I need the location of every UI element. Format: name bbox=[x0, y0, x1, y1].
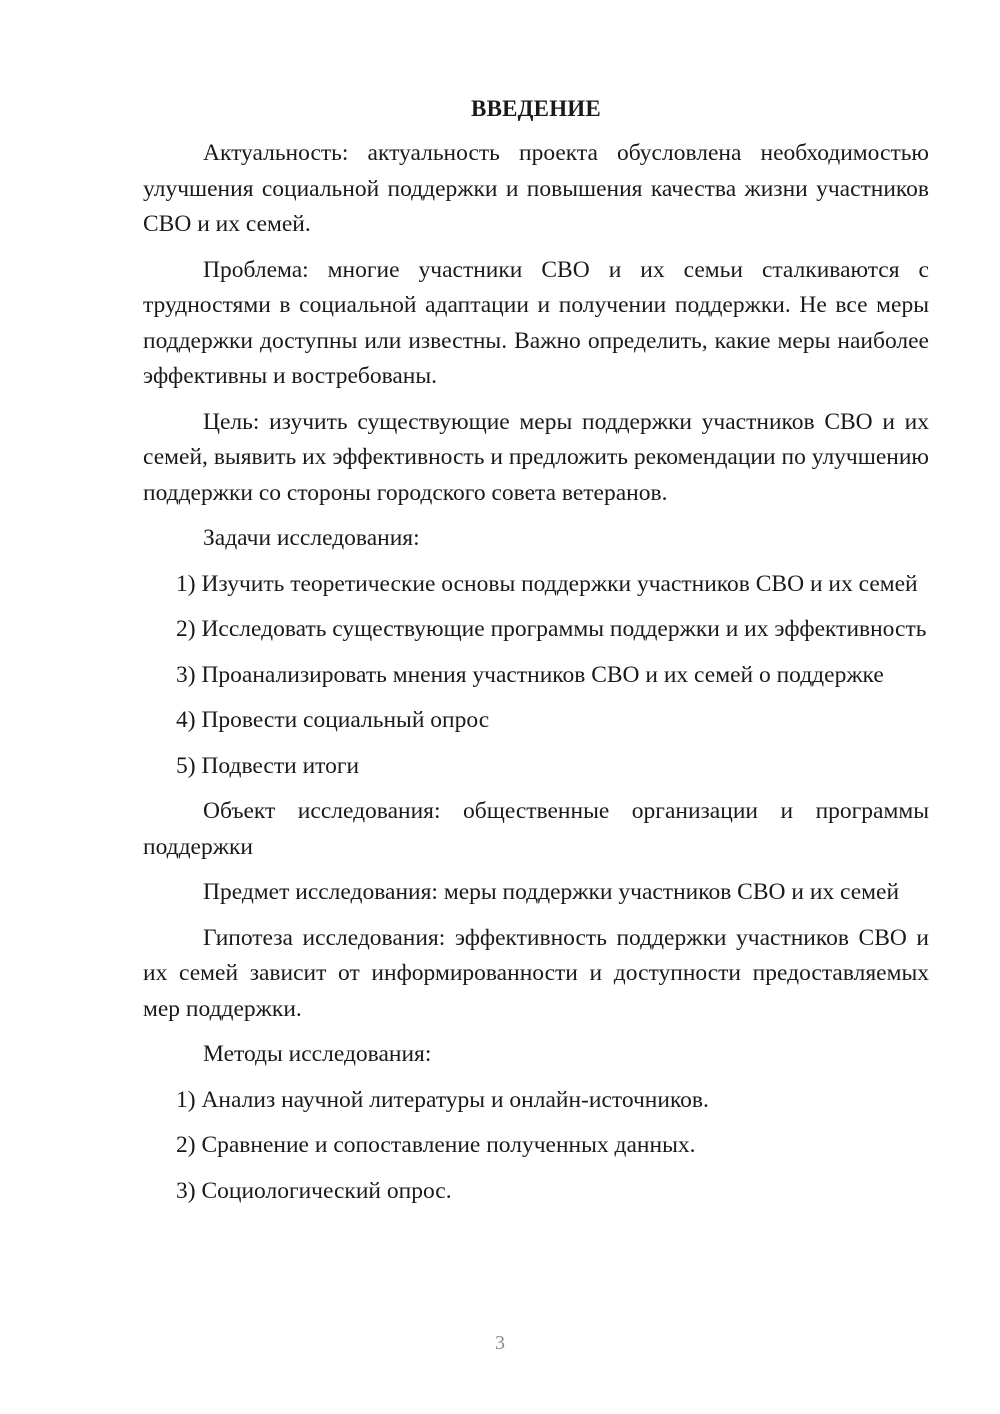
task-item-3: 3) Проанализировать мнения участников СВО и их семей о поддержке bbox=[176, 661, 884, 688]
task-item-1: 1) Изучить теоретические основы поддержки участников СВО и их семей bbox=[176, 570, 918, 597]
goal-paragraph: Цель: изучить существующие меры поддержки участников СВО и их семей, выявить их эффективность и предложить рекомендации по улучшению поддержки со стороны городского совета ветеранов. bbox=[143, 408, 929, 506]
method-item-2: 2) Сравнение и сопоставление полученных данных. bbox=[176, 1132, 696, 1158]
task-item-5: 5) Подвести итоги bbox=[176, 752, 360, 779]
method-item-3: 3) Социологический опрос. bbox=[176, 1177, 452, 1204]
task-item-4: 4) Провести социальный опрос bbox=[176, 707, 490, 733]
methods-heading: Методы исследования: bbox=[203, 1041, 432, 1067]
page-number: 3 bbox=[495, 1332, 505, 1354]
tasks-heading: Задачи исследования: bbox=[203, 525, 420, 551]
hypothesis-paragraph: Гипотеза исследования: эффективность поддержки участников СВО и их семей зависит от информированности и доступности предоставляемых мер поддержки. bbox=[143, 924, 929, 1022]
problem-paragraph: Проблема: многие участники СВО и их семьи сталкиваются с трудностями в социальной адаптации и получении поддержки. Не все меры поддержки доступны или известны. Важно определить, какие меры наиболее эффективны и востребованы. bbox=[143, 256, 929, 389]
object-paragraph: Объект исследования: общественные организации и программы поддержки bbox=[143, 798, 929, 860]
subject-paragraph: Предмет исследования: меры поддержки участников СВО и их семей bbox=[203, 879, 900, 905]
relevance-paragraph: Актуальность: актуальность проекта обусловлена необходимостью улучшения социальной поддержки и повышения качества жизни участников СВО и их семей. bbox=[143, 140, 929, 237]
page-content bbox=[143, 90, 929, 1219]
task-item-2: 2) Исследовать существующие программы поддержки и их эффективность bbox=[176, 616, 927, 642]
section-title: ВВЕДЕНИЕ bbox=[471, 96, 601, 121]
method-item-1: 1) Анализ научной литературы и онлайн-источников. bbox=[176, 1086, 709, 1113]
